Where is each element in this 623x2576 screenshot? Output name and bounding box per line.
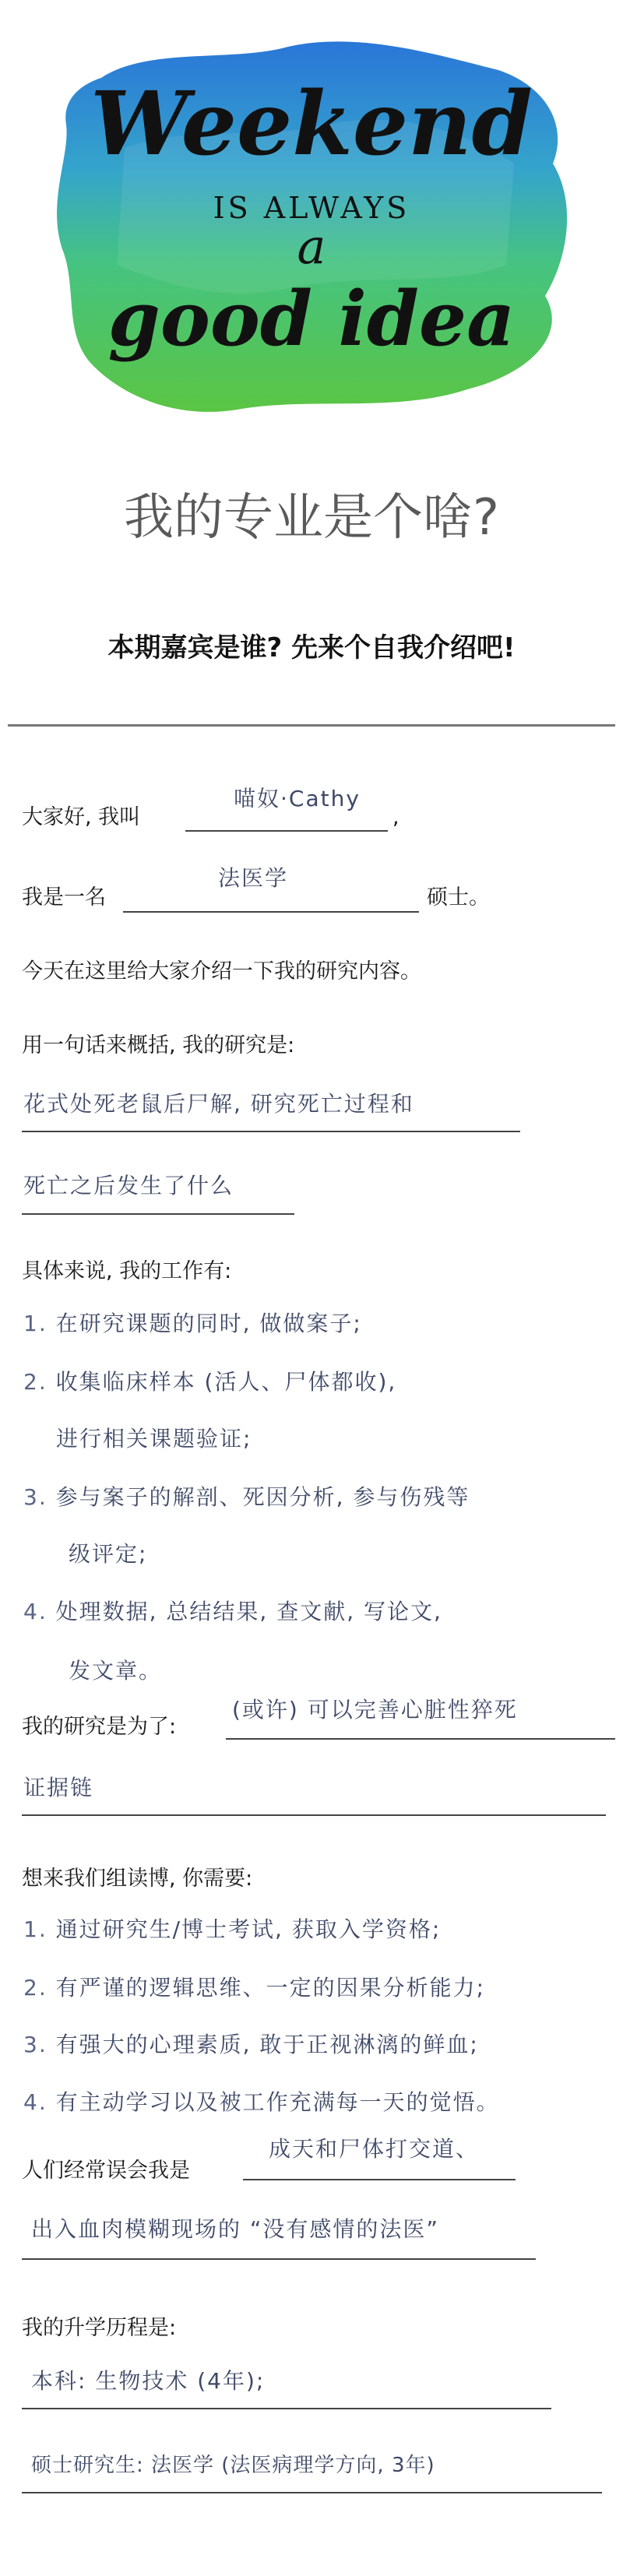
purpose-line2: 证据链 (23, 1775, 94, 1800)
work-item-text: 级评定; (69, 1541, 148, 1567)
page-title: 我的专业是个啥? (124, 489, 499, 547)
phd-item-text: 有强大的心理素质, 敢于正视淋漓的鲜血; (55, 2032, 479, 2057)
work-item-num: 4. (23, 1599, 48, 1624)
phd-item (23, 2031, 479, 2059)
phd-item (23, 1974, 485, 2002)
phd-item-num: 3. (23, 2032, 48, 2057)
phd-item-num: 4. (23, 2089, 48, 2115)
banner (31, 31, 592, 436)
work-item-text: 进行相关课题验证; (56, 1426, 252, 1452)
work-item-text: 处理数据, 总结结果, 查文献, 写论文, (55, 1599, 442, 1624)
summary-underline2 (22, 1213, 294, 1215)
work-item (23, 1598, 442, 1626)
work-item (23, 1483, 470, 1511)
phd-item-text: 有主动学习以及被工作充满每一天的觉悟。 (55, 2089, 500, 2115)
work-item (69, 1540, 147, 1568)
misunderstand-underline1 (243, 2179, 516, 2180)
education-label: 我的升学历程是: (22, 2316, 177, 2340)
work-item (56, 1425, 252, 1453)
education-line1: 本科: 生物技术 (4年); (31, 2368, 266, 2394)
greet-end: , (392, 805, 399, 829)
work-item (23, 1310, 362, 1338)
phd-item-text: 有严谨的逻辑思维、一定的因果分析能力; (55, 1975, 486, 2001)
banner-line1: Weekend (90, 73, 533, 175)
misunderstand-label: 人们经常误会我是 (22, 2159, 190, 2183)
name-field: 喵奴·Cathy (234, 786, 361, 811)
major-underline (123, 911, 419, 913)
major-field: 法医学 (218, 865, 289, 891)
misunderstand-line2: 出入血肉模糊现场的 “没有感情的法医” (31, 2216, 439, 2242)
today-text: 今天在这里给大家介绍一下我的研究内容。 (22, 959, 421, 984)
banner-line3: a (297, 218, 326, 275)
phd-item-num: 1. (23, 1916, 48, 1942)
work-item-text: 参与案子的解剖、死因分析, 参与伤残等 (55, 1484, 470, 1510)
phd-item-text: 通过研究生/博士考试, 获取入学资格; (55, 1916, 442, 1942)
divider (8, 724, 615, 727)
education-underline2 (22, 2492, 602, 2493)
phd-item (23, 2089, 500, 2117)
work-item-num: 3. (23, 1484, 48, 1510)
phd-item-num: 2. (23, 1975, 48, 2001)
degree-end: 硕士。 (427, 885, 490, 910)
purpose-label: 我的研究是为了: (22, 1715, 177, 1739)
work-item (69, 1657, 162, 1685)
banner-line2: IS ALWAYS (213, 191, 410, 225)
work-item-text: 发文章。 (69, 1658, 163, 1684)
work-label: 具体来说, 我的工作有: (22, 1259, 232, 1283)
name-underline (185, 830, 388, 832)
purpose-underline1 (226, 1738, 615, 1740)
work-item-text: 在研究课题的同时, 做做案子; (55, 1311, 362, 1336)
summary-line1: 花式处死老鼠后尸解, 研究死亡过程和 (23, 1091, 414, 1117)
misunderstand-line1: 成天和尸体打交道、 (269, 2136, 480, 2162)
phd-item (23, 1916, 441, 1944)
education-underline1 (22, 2408, 551, 2409)
work-item-num: 2. (23, 1369, 48, 1395)
summary-line2: 死亡之后发生了什么 (23, 1173, 234, 1198)
work-item (23, 1368, 396, 1396)
banner-line4: good idea (107, 275, 516, 363)
misunderstand-underline2 (22, 2258, 536, 2260)
work-item-text: 收集临床样本 (活人、尸体都收), (55, 1369, 397, 1395)
summary-underline1 (22, 1131, 520, 1132)
phd-label: 想来我们组读博, 你需要: (22, 1867, 253, 1891)
greet-label: 大家好, 我叫 (22, 805, 141, 829)
summary-label: 用一句话来概括, 我的研究是: (22, 1033, 295, 1057)
education-line2: 硕士研究生: 法医学 (法医病理学方向, 3年) (31, 2454, 435, 2477)
degree-label: 我是一名 (22, 885, 106, 910)
purpose-underline2 (22, 1814, 606, 1816)
purpose-line1: (或许) 可以完善心脏性猝死 (232, 1697, 518, 1723)
work-item-num: 1. (23, 1311, 48, 1336)
page-subtitle: 本期嘉宾是谁? 先来个自我介绍吧! (107, 632, 516, 663)
